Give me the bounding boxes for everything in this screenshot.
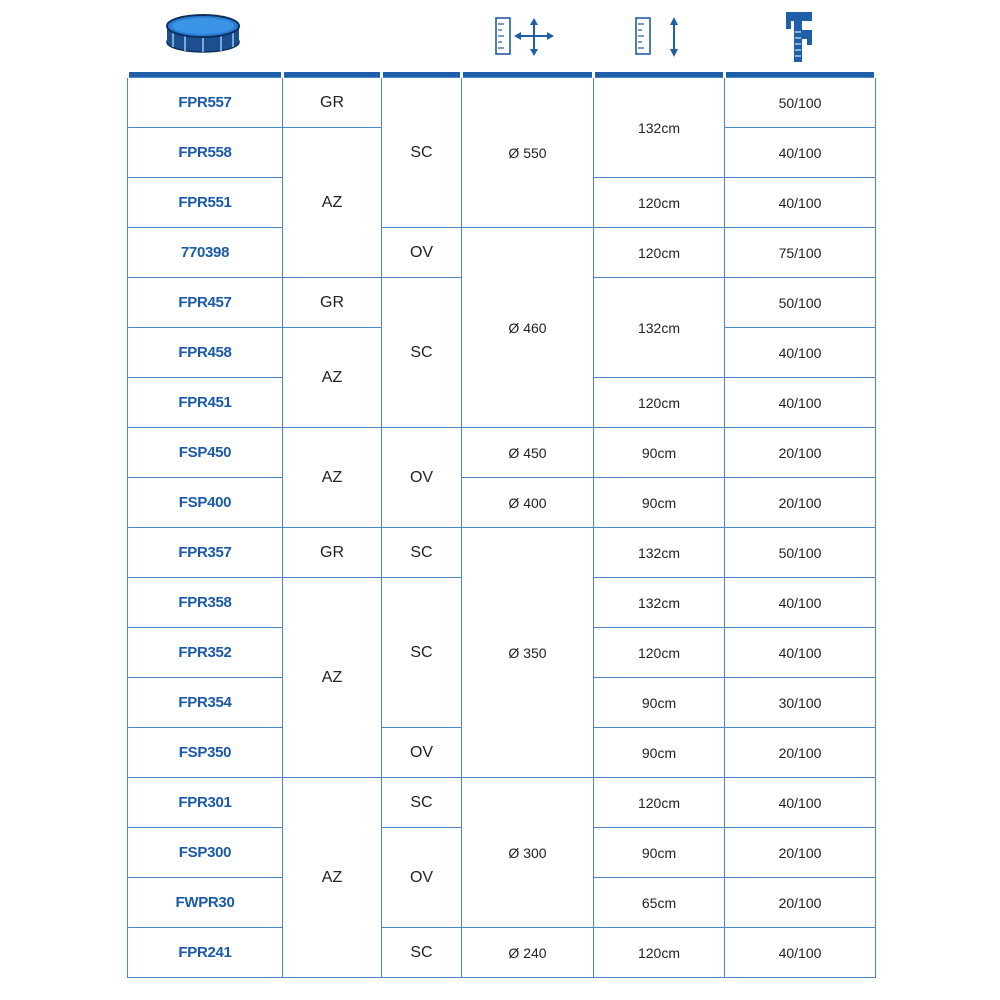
- product-code: 770398: [128, 228, 283, 278]
- shape-cell: SC: [382, 528, 462, 578]
- shape-cell: SC: [382, 778, 462, 828]
- height-cell: 120cm: [594, 228, 725, 278]
- diameter-cell: Ø 460: [462, 228, 594, 428]
- table-row: [128, 928, 876, 978]
- product-code: FPR451: [128, 378, 283, 428]
- diameter-cell: Ø 300: [462, 778, 594, 928]
- thickness-cell: 20/100: [725, 878, 876, 928]
- diameter-cell: Ø 450: [462, 428, 594, 478]
- thickness-cell: 40/100: [725, 628, 876, 678]
- diameter-cell: Ø 400: [462, 478, 594, 528]
- product-code: FPR458: [128, 328, 283, 378]
- color-cell: GR: [283, 278, 382, 328]
- thickness-cell: 50/100: [725, 528, 876, 578]
- thickness-cell: 50/100: [725, 78, 876, 128]
- height-cell: 132cm: [594, 528, 725, 578]
- ruler-vertical-arrow-icon: [634, 14, 684, 63]
- height-cell: 120cm: [594, 378, 725, 428]
- height-cell: 65cm: [594, 878, 725, 928]
- color-cell: AZ: [283, 128, 382, 278]
- color-cell: AZ: [283, 428, 382, 528]
- height-cell: 90cm: [594, 678, 725, 728]
- height-cell: 132cm: [594, 78, 725, 178]
- ruler-horizontal-arrows-icon: [494, 14, 556, 63]
- product-code: FWPR30: [128, 878, 283, 928]
- spec-table: [126, 72, 877, 978]
- height-cell: 120cm: [594, 628, 725, 678]
- thickness-cell: 40/100: [725, 178, 876, 228]
- shape-cell: OV: [382, 828, 462, 928]
- thickness-cell: 20/100: [725, 828, 876, 878]
- shape-cell: OV: [382, 428, 462, 528]
- product-code: FPR241: [128, 928, 283, 978]
- height-cell: 132cm: [594, 578, 725, 628]
- shape-cell: SC: [382, 928, 462, 978]
- thickness-cell: 50/100: [725, 278, 876, 328]
- height-cell: 90cm: [594, 828, 725, 878]
- thickness-cell: 40/100: [725, 378, 876, 428]
- height-cell: 90cm: [594, 728, 725, 778]
- product-code: FPR354: [128, 678, 283, 728]
- color-cell: AZ: [283, 328, 382, 428]
- table-row: [128, 78, 876, 128]
- color-cell: AZ: [283, 578, 382, 778]
- product-code: FPR457: [128, 278, 283, 328]
- product-code: FPR551: [128, 178, 283, 228]
- height-cell: 132cm: [594, 278, 725, 378]
- product-code: FPR301: [128, 778, 283, 828]
- shape-cell: SC: [382, 278, 462, 428]
- shape-cell: SC: [382, 78, 462, 228]
- header-icons: [0, 0, 1000, 72]
- table-row: [128, 228, 876, 278]
- product-code: FPR352: [128, 628, 283, 678]
- product-code: FSP450: [128, 428, 283, 478]
- thickness-cell: 40/100: [725, 578, 876, 628]
- diameter-cell: Ø 240: [462, 928, 594, 978]
- caliper-icon: [784, 10, 814, 71]
- height-cell: 90cm: [594, 428, 725, 478]
- height-cell: 120cm: [594, 178, 725, 228]
- table-row: [128, 528, 876, 578]
- color-cell: AZ: [283, 778, 382, 978]
- color-cell: GR: [283, 528, 382, 578]
- pool-icon: [164, 12, 242, 61]
- thickness-cell: 20/100: [725, 478, 876, 528]
- thickness-cell: 20/100: [725, 728, 876, 778]
- thickness-cell: 40/100: [725, 778, 876, 828]
- color-cell: GR: [283, 78, 382, 128]
- product-code: FSP400: [128, 478, 283, 528]
- height-cell: 90cm: [594, 478, 725, 528]
- thickness-cell: 75/100: [725, 228, 876, 278]
- table-row: [128, 778, 876, 828]
- shape-cell: SC: [382, 578, 462, 728]
- product-code: FSP350: [128, 728, 283, 778]
- product-code: FSP300: [128, 828, 283, 878]
- thickness-cell: 40/100: [725, 928, 876, 978]
- shape-cell: OV: [382, 228, 462, 278]
- height-cell: 120cm: [594, 778, 725, 828]
- product-code: FPR357: [128, 528, 283, 578]
- thickness-cell: 40/100: [725, 328, 876, 378]
- table-row: [128, 478, 876, 528]
- diameter-cell: Ø 550: [462, 78, 594, 228]
- thickness-cell: 40/100: [725, 128, 876, 178]
- height-cell: 120cm: [594, 928, 725, 978]
- table-row: [128, 428, 876, 478]
- shape-cell: OV: [382, 728, 462, 778]
- thickness-cell: 30/100: [725, 678, 876, 728]
- diameter-cell: Ø 350: [462, 528, 594, 778]
- thickness-cell: 20/100: [725, 428, 876, 478]
- product-code: FPR557: [128, 78, 283, 128]
- product-code: FPR558: [128, 128, 283, 178]
- product-code: FPR358: [128, 578, 283, 628]
